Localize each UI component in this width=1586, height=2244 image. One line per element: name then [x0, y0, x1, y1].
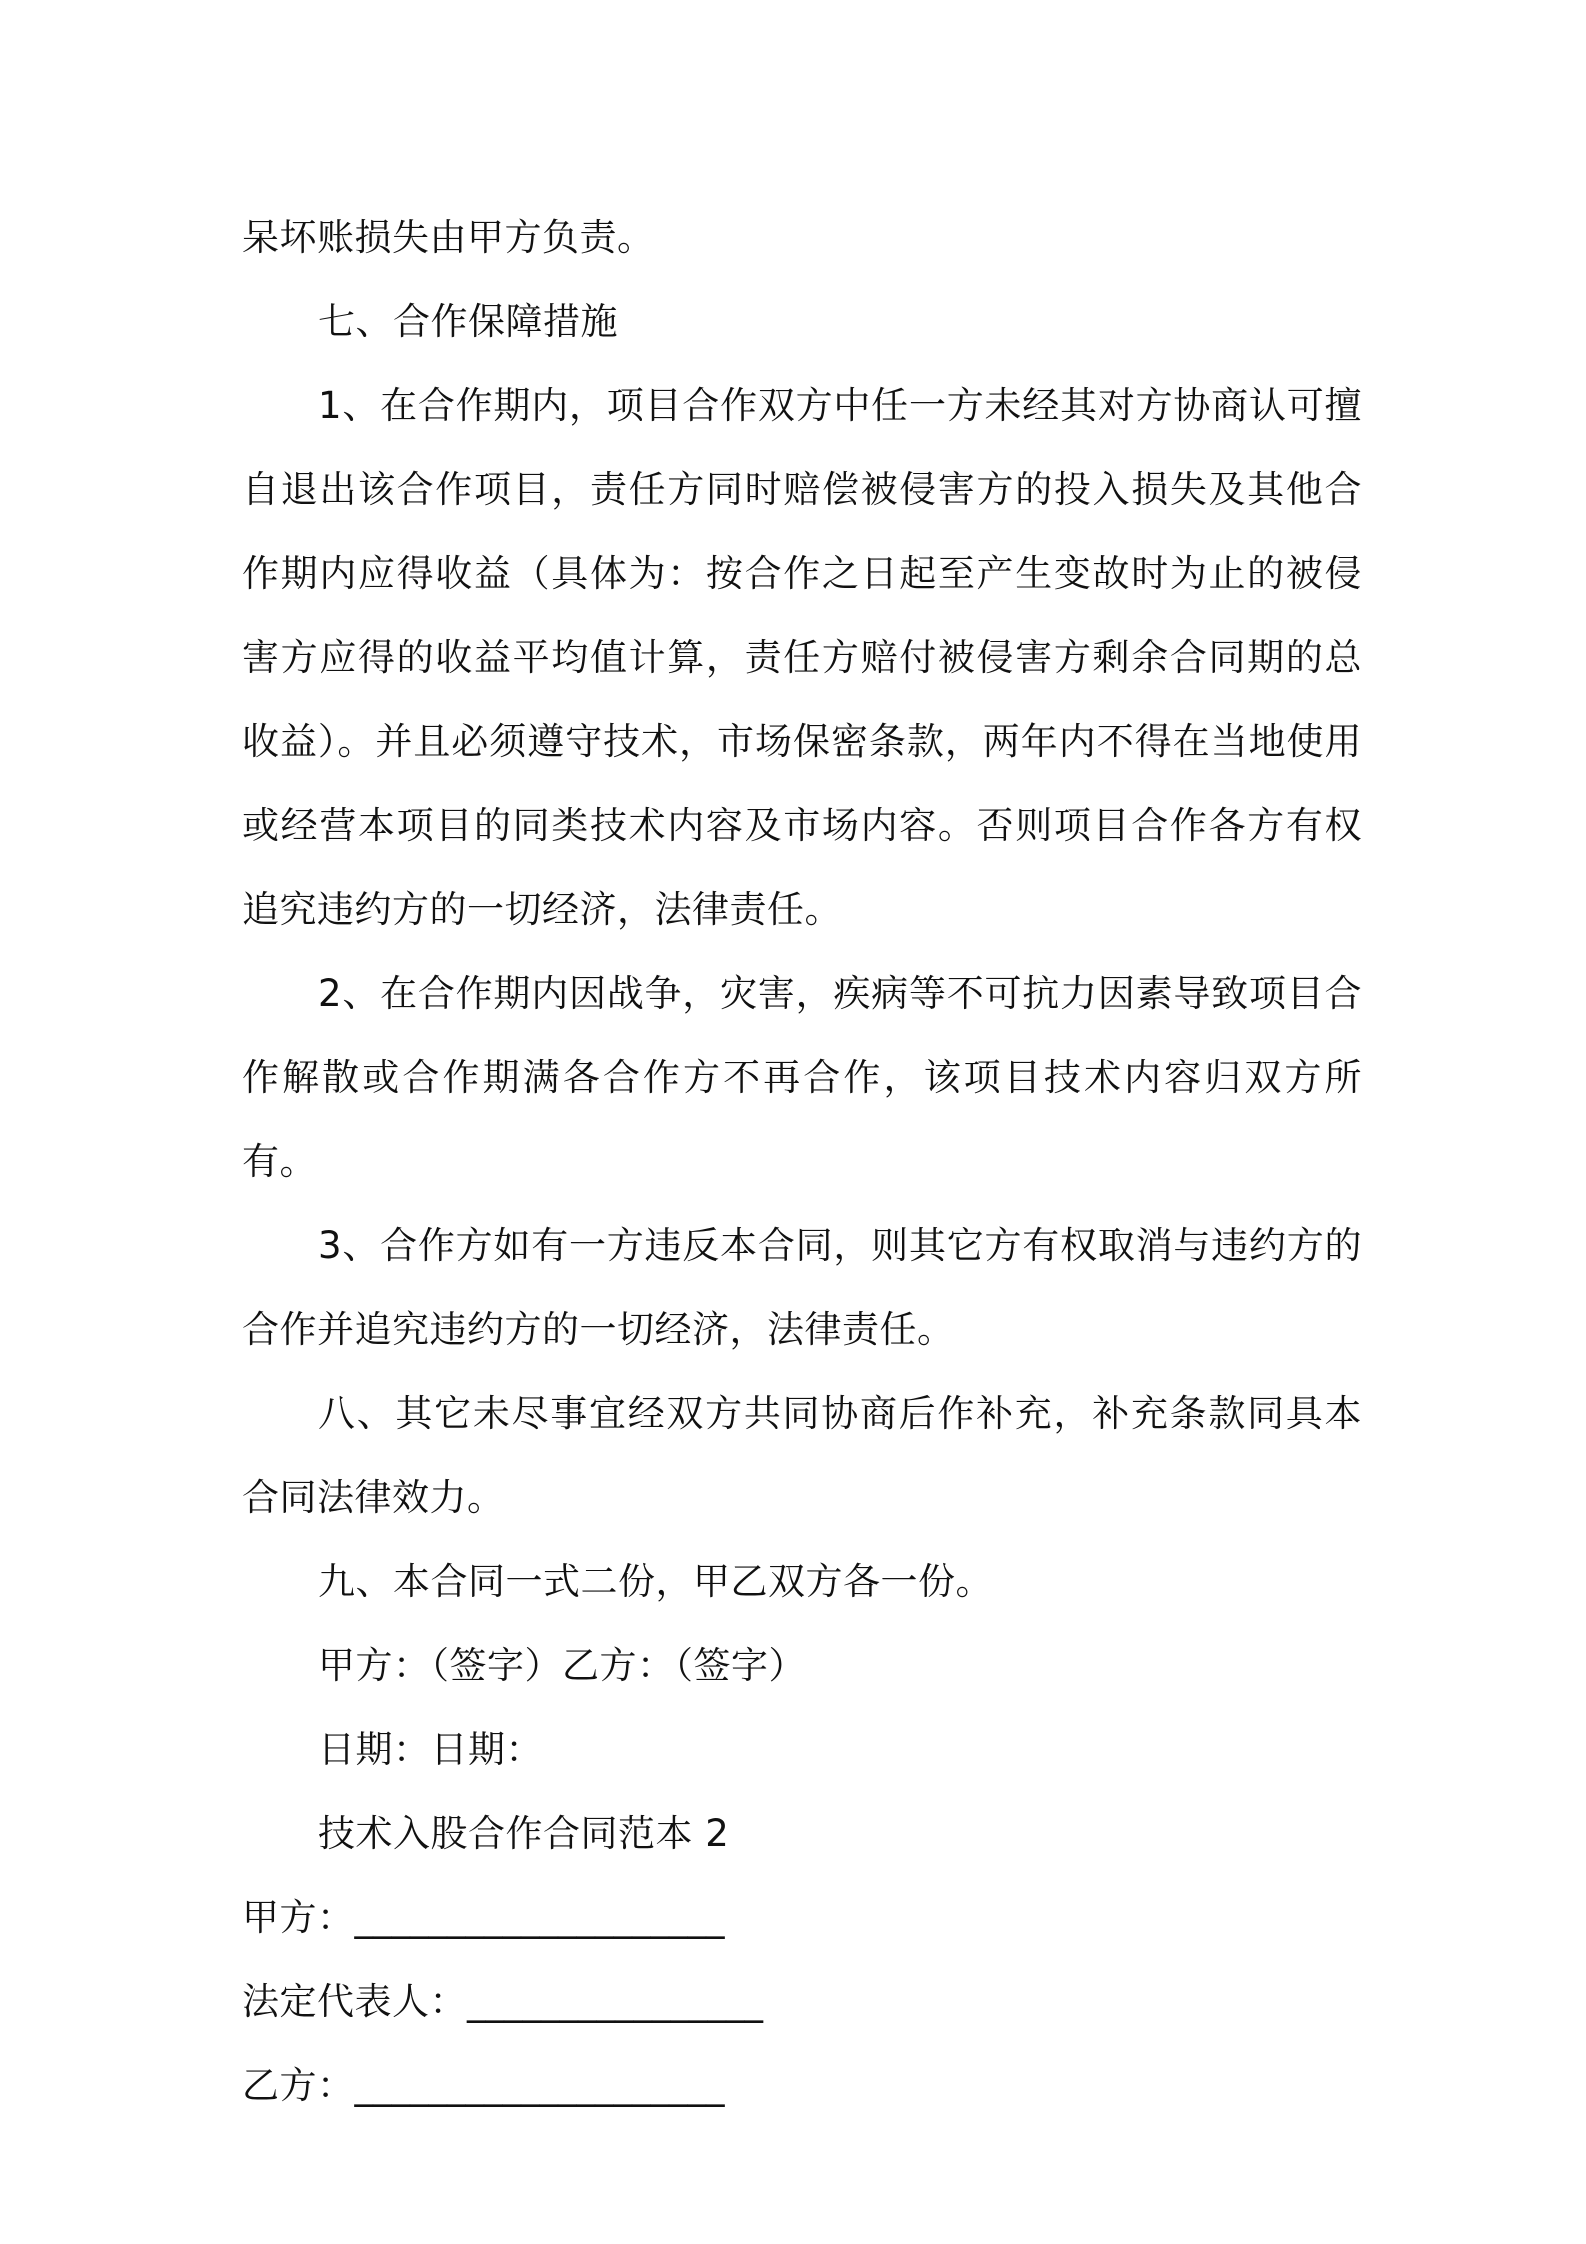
party-b-field — [242, 2044, 1362, 2128]
date-line: 日期：日期： — [318, 1728, 543, 1771]
section-heading-7: 七、合作保障措施 — [318, 300, 618, 343]
clause-7-3: 3、合作方如有一方违反本合同，则其它方有权取消与违约方的合作并追究违约方的一切经济，法律责任。 — [242, 1224, 1362, 1351]
legal-representative-blank: ________________ — [467, 1980, 763, 2023]
party-a-label: 甲方： — [242, 1896, 355, 1939]
template-2-title: 技术入股合作合同范本 2 — [318, 1812, 730, 1855]
party-b-blank: ____________________ — [354, 2064, 725, 2107]
section-8: 八、其它未尽事宜经双方共同协商后作补充，补充条款同具本合同法律效力。 — [242, 1392, 1362, 1519]
party-a-field — [242, 1876, 1362, 1960]
clause-7-1: 1、在合作期内，项目合作双方中任一方未经其对方协商认可擅自退出该合作项目，责任方同时赔偿被侵害方的投入损失及其他合作期内应得收益（具体为：按合作之日起至产生变故时为止的被侵害方应得的收益平均值计算，责任方赔付被侵害方剩余合同期的总收益）。并且必须遵守技术，市场保密条款，两年内不得在当地使用或经营本项目的同类技术内容及市场内容。否则项目合作各方有权追究违约方的一切经济，法律责任。 — [242, 384, 1362, 931]
legal-representative-label: 法定代表人： — [242, 1980, 467, 2023]
paragraph-continuation: 呆坏账损失由甲方负责。 — [242, 216, 655, 259]
section-9: 九、本合同一式二份，甲乙双方各一份。 — [318, 1560, 993, 1603]
document-body — [242, 196, 1362, 2128]
party-a-blank: ____________________ — [354, 1896, 725, 1939]
clause-7-2: 2、在合作期内因战争，灾害，疾病等不可抗力因素导致项目合作解散或合作期满各合作方不再合作，该项目技术内容归双方所有。 — [242, 972, 1362, 1183]
signature-line: 甲方：（签字）乙方：（签字） — [318, 1644, 806, 1687]
legal-representative-field — [242, 1960, 1362, 2044]
party-b-label: 乙方： — [242, 2064, 355, 2107]
